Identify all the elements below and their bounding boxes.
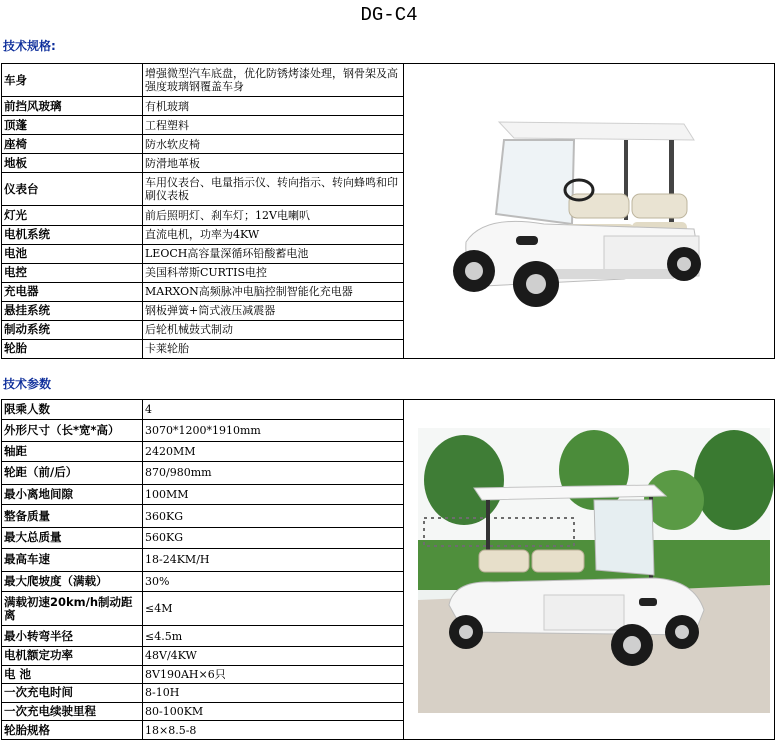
row-value: 4 <box>143 400 404 420</box>
row-label: 电机额定功率 <box>2 646 143 665</box>
params-table <box>1 399 775 740</box>
row-value: 8V190AH×6只 <box>143 665 404 684</box>
row-label: 轮距（前/后） <box>2 461 143 484</box>
row-value: 18×8.5-8 <box>143 721 404 740</box>
row-label: 地板 <box>2 154 143 173</box>
table-row <box>2 400 775 420</box>
row-label: 轮胎 <box>2 339 143 358</box>
row-value: 80-100KM <box>143 702 404 721</box>
spec-table <box>1 63 775 359</box>
row-value: 卡莱轮胎 <box>143 339 404 358</box>
row-label: 座椅 <box>2 135 143 154</box>
row-label: 顶蓬 <box>2 116 143 135</box>
spec-section-heading: 技术规格: <box>3 39 56 53</box>
row-label: 车身 <box>2 64 143 97</box>
row-label: 整备质量 <box>2 505 143 528</box>
golf-cart-photo-outdoor <box>404 400 774 739</box>
row-value: 48V/4KW <box>143 646 404 665</box>
params-section-heading: 技术参数 <box>3 377 52 391</box>
row-value: 360KG <box>143 505 404 528</box>
row-value: 18-24KM/H <box>143 548 404 571</box>
row-value: 钢板弹簧+筒式液压减震器 <box>143 301 404 320</box>
row-value: 2420MM <box>143 442 404 462</box>
row-value: 后轮机械鼓式制动 <box>143 320 404 339</box>
row-label: 制动系统 <box>2 320 143 339</box>
row-value: 560KG <box>143 528 404 549</box>
row-value: MARXON高频脉冲电脑控制智能化充电器 <box>143 282 404 301</box>
row-value: 870/980mm <box>143 461 404 484</box>
row-label: 最小离地间隙 <box>2 484 143 505</box>
row-value: 防水软皮椅 <box>143 135 404 154</box>
row-label: 电控 <box>2 263 143 282</box>
golf-cart-photo-studio <box>404 64 774 358</box>
row-label: 仪表台 <box>2 173 143 206</box>
row-label: 限乘人数 <box>2 400 143 420</box>
product-image-cell <box>404 64 775 359</box>
row-value: 防滑地革板 <box>143 154 404 173</box>
row-label: 电 池 <box>2 665 143 684</box>
row-label: 最小转弯半径 <box>2 626 143 647</box>
row-value: ≤4M <box>143 592 404 626</box>
row-label: 最大总质量 <box>2 528 143 549</box>
row-label: 电机系统 <box>2 225 143 244</box>
row-label: 轴距 <box>2 442 143 462</box>
row-value: 车用仪表台、电量指示仪、转向指示、转向蜂鸣和印刷仪表板 <box>143 173 404 206</box>
table-row <box>2 64 775 97</box>
row-label: 悬挂系统 <box>2 301 143 320</box>
page-title: DG-C4 <box>360 4 418 26</box>
row-value: 100MM <box>143 484 404 505</box>
row-label: 最高车速 <box>2 548 143 571</box>
row-value: 美国科蒂斯CURTIS电控 <box>143 263 404 282</box>
row-label: 前挡风玻璃 <box>2 97 143 116</box>
row-value: 8-10H <box>143 684 404 703</box>
row-value: 工程塑料 <box>143 116 404 135</box>
row-value: 3070*1200*1910mm <box>143 419 404 442</box>
row-label: 灯光 <box>2 206 143 225</box>
row-label: 电池 <box>2 244 143 263</box>
row-label: 外形尺寸（长*宽*高） <box>2 419 143 442</box>
row-label: 轮胎规格 <box>2 721 143 740</box>
row-label: 一次充电续驶里程 <box>2 702 143 721</box>
row-label: 满载初速20km/h制动距离 <box>2 592 143 626</box>
row-value: 30% <box>143 571 404 592</box>
row-value: 有机玻璃 <box>143 97 404 116</box>
row-label: 一次充电时间 <box>2 684 143 703</box>
row-value: 直流电机，功率为4KW <box>143 225 404 244</box>
product-image-cell <box>404 400 775 740</box>
row-label: 最大爬坡度（满载） <box>2 571 143 592</box>
row-value: LEOCH高容量深循环铅酸蓄电池 <box>143 244 404 263</box>
row-value: 增强微型汽车底盘，优化防锈烤漆处理，钢骨架及高强度玻璃钢覆盖车身 <box>143 64 404 97</box>
row-label: 充电器 <box>2 282 143 301</box>
row-value: 前后照明灯、刹车灯；12V电喇叭 <box>143 206 404 225</box>
row-value: ≤4.5m <box>143 626 404 647</box>
